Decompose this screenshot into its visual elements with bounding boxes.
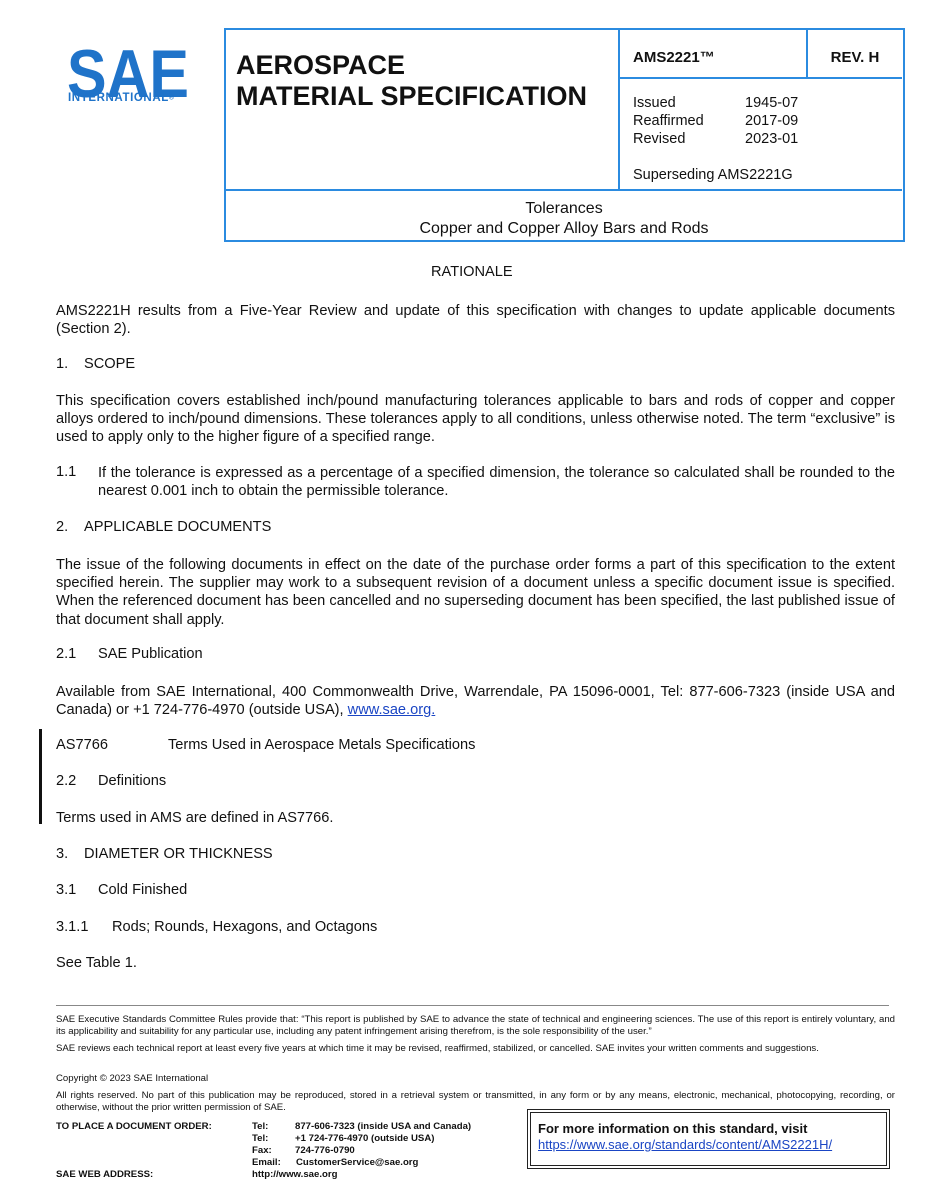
spec-header (224, 28, 905, 242)
section-1-1-number: 1.1 (56, 464, 77, 480)
section-3-1-1-number: 3.1.1 (56, 919, 89, 935)
document-subtitle: Tolerances Copper and Copper Alloy Bars and Rods (226, 189, 902, 239)
section-2-1-number: 2.1 (56, 646, 77, 662)
fax-label: Fax: (252, 1145, 272, 1156)
logo-main-text: SAE (67, 36, 189, 110)
sae-website-link[interactable]: www.sae.org. (347, 702, 436, 719)
date-history (620, 79, 902, 189)
standard-page-link[interactable]: https://www.sae.org/standards/content/AMS2221H/ (538, 1137, 833, 1152)
revised-label: Revised (633, 131, 686, 147)
footer-rights-text: All rights reserved. No part of this publication may be reproduced, stored in a retrieval system or transmitted, in any form or by any means, electronic, mechanical, photocopying, recording, or otherwise, without the prior written permission of SAE. (56, 1090, 895, 1113)
section-2-1-title: SAE Publication (98, 646, 203, 662)
issued-label: Issued (633, 95, 676, 111)
change-bar (39, 729, 42, 824)
footer-copyright: Copyright © 2023 SAE International (56, 1073, 209, 1084)
section-3-title: DIAMETER OR THICKNESS (84, 846, 273, 862)
issued-date: 1945-07 (745, 95, 799, 111)
section-1-title: SCOPE (84, 356, 136, 372)
section-2-number: 2. (56, 519, 69, 535)
section-1-1-text: If the tolerance is expressed as a percentage of a specified dimension, the tolerance so calculated shall be rounded to the nearest 0.001 inch to obtain the permissible tolerance. (98, 465, 895, 500)
tel-value-2: +1 724-776-4970 (outside USA) (295, 1133, 435, 1144)
more-info-box (527, 1109, 890, 1169)
section-3-1-number: 3.1 (56, 882, 77, 898)
section-3-1-1-title: Rods; Rounds, Hexagons, and Octagons (112, 919, 378, 935)
reference-title: Terms Used in Aerospace Metals Specifications (168, 737, 476, 753)
section-2-text: The issue of the following documents in effect on the date of the purchase order forms a part of this specification to the extent specified herein. The supplier may work to a subsequent revision of a document unless a specific document issue is specified. When the referenced document has been cancelled and no superseding document has been specified, the last published issue of that document shall apply. (56, 557, 895, 628)
footer-rules-text: SAE Executive Standards Committee Rules provide that: “This report is published by SAE to advance the state of technical and engineering sciences. The use of this report is entirely voluntary, and its applicability and suitability for any particular use, including any patent infringement arising therefrom, is the sole responsibility of the user.” (56, 1014, 895, 1037)
rationale-heading: RATIONALE (431, 264, 513, 280)
order-label: TO PLACE A DOCUMENT ORDER: (56, 1121, 212, 1132)
footer-review-text: SAE reviews each technical report at least every five years at which time it may be revised, reaffirmed, stabilized, or cancelled. SAE invites your written comments and suggestions. (56, 1043, 819, 1054)
section-2-2-text: Terms used in AMS are defined in AS7766. (56, 810, 334, 826)
tel-value-1: 877-606-7323 (inside USA and Canada) (295, 1121, 472, 1132)
email-value: CustomerService@sae.org (296, 1157, 419, 1168)
superseding-note: Superseding AMS2221G (633, 167, 793, 183)
document-id: AMS2221™ (620, 30, 808, 79)
fax-value: 724-776-0790 (295, 1145, 355, 1156)
spec-type-title: AEROSPACE MATERIAL SPECIFICATION (236, 50, 587, 111)
section-2-2-number: 2.2 (56, 773, 77, 789)
more-info-title: For more information on this standard, visit (538, 1121, 808, 1136)
header-title-cell (226, 30, 620, 189)
tel-label-1: Tel: (252, 1121, 269, 1132)
tel-label-2: Tel: (252, 1133, 269, 1144)
footer-divider (56, 1005, 889, 1006)
section-1-text: This specification covers established inch/pound manufacturing tolerances applicable to bars and rods of copper and copper alloys ordered to inch/pound dimensions. These tolerances apply to all conditions, unless otherwise noted. The term “exclusive” is used to apply only to the higher figure of a specified range. (56, 393, 895, 446)
reaffirmed-label: Reaffirmed (633, 113, 704, 129)
section-2-title: APPLICABLE DOCUMENTS (84, 519, 272, 535)
revised-date: 2023-01 (745, 131, 799, 147)
email-label: Email: (252, 1157, 281, 1168)
section-2-2-title: Definitions (98, 773, 167, 789)
reaffirmed-date: 2017-09 (745, 113, 799, 129)
web-address-label: SAE WEB ADDRESS: (56, 1169, 154, 1180)
logo-subtitle: INTERNATIONAL® (68, 92, 175, 104)
section-1-number: 1. (56, 356, 69, 372)
section-3-1-title: Cold Finished (98, 882, 188, 898)
section-2-1-text: Available from SAE International, 400 Commonwealth Drive, Warrendale, PA 15096-0001, Tel: 877-606-7323 (inside USA and Canada) or +1 724-776-4970 (outside USA), www.sae.org. (56, 684, 895, 719)
section-3-1-1-text: See Table 1. (56, 955, 137, 971)
revision-label: REV. H (808, 30, 902, 79)
web-address-value: http://www.sae.org (252, 1169, 338, 1180)
section-3-number: 3. (56, 846, 69, 862)
rationale-text: AMS2221H results from a Five-Year Review and update of this specification with changes to update applicable documents (Section 2). (56, 303, 895, 338)
reference-id: AS7766 (56, 737, 108, 753)
